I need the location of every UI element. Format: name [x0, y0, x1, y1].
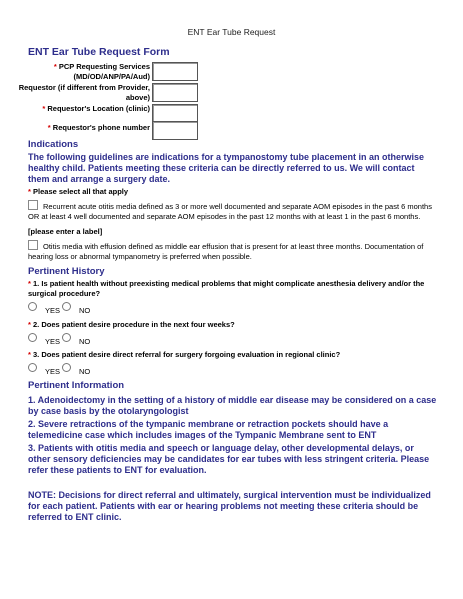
- recurrent-aom-checkbox[interactable]: [28, 200, 38, 210]
- requestor-label: Requestor (if different from Provider, above): [18, 83, 150, 102]
- label-placeholder: [please enter a label]: [28, 227, 103, 236]
- indications-intro: The following guidelines are indications for a tympanostomy tube placement in an otherwise healthy child. Patients meeting these criteria can be directly referred to us. We will contact them and arrange a surgery date.: [28, 152, 425, 184]
- q3-yes-label: YES: [45, 367, 61, 376]
- ome-checkbox[interactable]: [28, 240, 38, 250]
- history-heading: Pertinent History: [28, 266, 105, 277]
- history-question-2: * 2. Does patient desire procedure in the next four weeks?: [28, 320, 235, 329]
- q2-no-radio[interactable]: [62, 333, 71, 345]
- pcp-input[interactable]: [152, 62, 198, 81]
- q1-no-label: NO: [79, 306, 91, 315]
- required-marker: *: [47, 123, 51, 132]
- information-item-3: 3. Patients with otitis media and speech or language delay, other developmental delays, or other sensory deficiencies may be candidates for ear tubes with less stringent criteria. Please refer these patients to ENT for evaluation.: [28, 443, 430, 475]
- q2-yes-radio[interactable]: [28, 333, 37, 345]
- information-item-1: 1. Adenoidectomy in the setting of a history of middle ear disease may be considered on a case by case basis by the otolaryngologist: [28, 395, 437, 416]
- q3-no-radio[interactable]: [62, 363, 71, 375]
- location-label: * Requestor's Location (clinic): [42, 104, 150, 113]
- q3-no-label: NO: [79, 367, 91, 376]
- history-question-1: * 1. Is patient health without preexisting medical problems that might complicate anesthesia delivery and/or the surgical procedure?: [28, 279, 425, 298]
- pcp-label: * PCP Requesting Services (MD/OD/ANP/PA/Aud): [53, 62, 150, 81]
- required-marker: *: [53, 62, 57, 71]
- q2-yes-label: YES: [45, 337, 61, 346]
- required-marker: *: [42, 104, 46, 113]
- select-all-note: * Please select all that apply: [28, 187, 129, 196]
- phone-input[interactable]: [152, 121, 198, 140]
- history-question-3: * 3. Does patient desire direct referral for surgery forgoing evaluation in regional clinic?: [28, 350, 341, 359]
- information-heading: Pertinent Information: [28, 380, 125, 391]
- option-ome: Otitis media with effusion defined as middle ear effusion that is present for at least three months. Documentation of hearing loss or abnormal tympanometry is preferred when possible.: [28, 242, 424, 261]
- q3-yes-radio[interactable]: [28, 363, 37, 375]
- phone-label: * Requestor's phone number: [47, 123, 150, 132]
- form-heading: ENT Ear Tube Request Form: [28, 46, 170, 58]
- information-item-2: 2. Severe retractions of the tympanic membrane or retraction pockets should have a telemedicine case which includes images of the Tympanic Membrane sent to ENT: [28, 419, 389, 440]
- q2-no-label: NO: [79, 337, 91, 346]
- q1-yes-label: YES: [45, 306, 61, 315]
- indications-heading: Indications: [28, 139, 79, 150]
- q1-yes-radio[interactable]: [28, 302, 37, 314]
- option-recurrent-aom: Recurrent acute otitis media defined as 3 or more well documented and separate AOM episodes in the past 6 months OR at least 4 well documented and separate AOM episodes in the past 12 months with at least 1 in the past 6 months.: [28, 202, 432, 221]
- requestor-input[interactable]: [152, 83, 198, 102]
- q1-no-radio[interactable]: [62, 302, 71, 314]
- document-title: ENT Ear Tube Request: [187, 27, 276, 37]
- information-note: NOTE: Decisions for direct referral and ultimately, surgical intervention must be individualized for each patient. Patients with ear or hearing problems not meeting these criteria should be referred to ENT clinic.: [28, 490, 431, 522]
